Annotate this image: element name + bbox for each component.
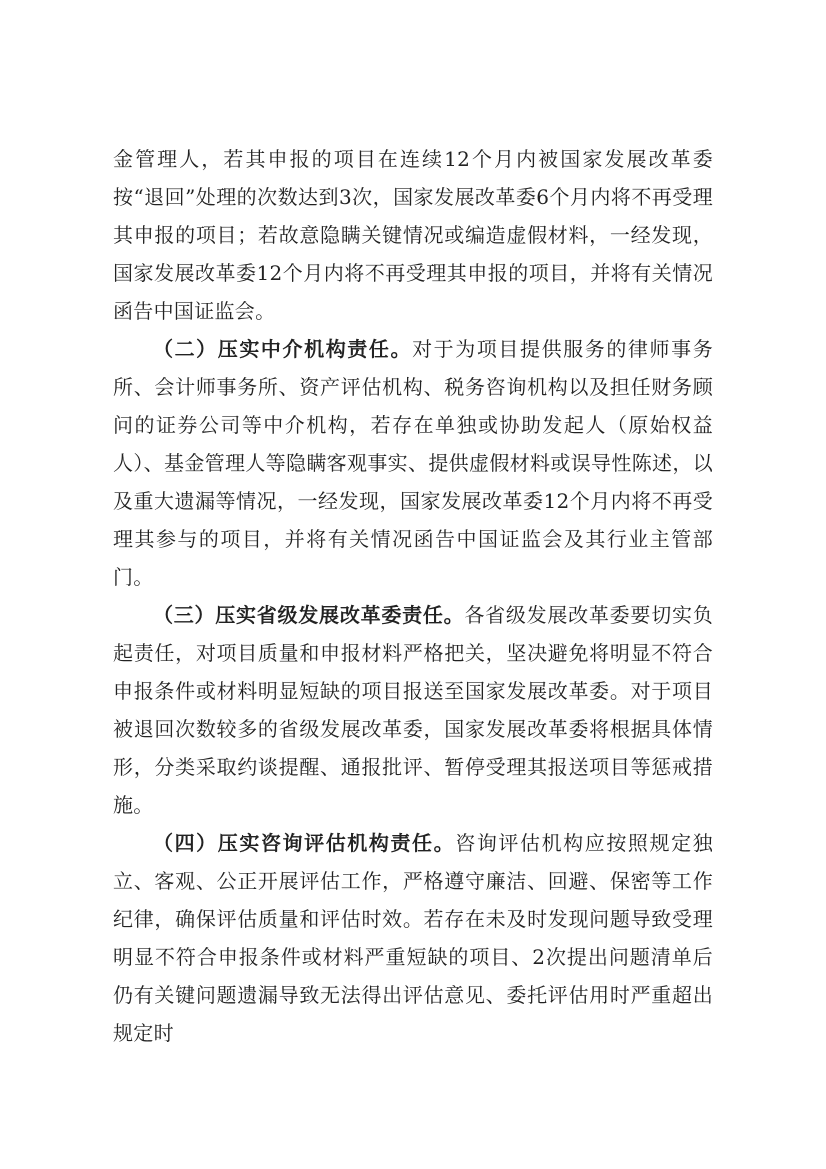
document-page [113, 140, 713, 1052]
paragraph-provincial-responsibility [113, 596, 713, 824]
paragraph-heading: （二）压实中介机构责任。 [153, 337, 413, 361]
paragraph-heading: （四）压实咨询评估机构责任。 [153, 831, 456, 855]
paragraph-consulting-responsibility [113, 824, 713, 1052]
paragraph-heading: （三）压实省级发展改革委责任。 [153, 603, 465, 627]
paragraph-text: 各省级发展改革委要切实负起责任，对项目质量和申报材料严格把关，坚决避免将明显不符合申报条件或材料明显短缺的项目报送至国家发展改革委。对于项目被退回次数较多的省级发展改革委，国家发展改革委将根据具体情形，分类采取约谈提醒、通报批评、暂停受理其报送项目等惩戒措施。 [113, 603, 714, 817]
paragraph-continuation [113, 140, 713, 330]
paragraph-intermediary-responsibility [113, 330, 713, 596]
paragraph-text: 对于为项目提供服务的律师事务所、会计师事务所、资产评估机构、税务咨询机构以及担任财务顾问的证券公司等中介机构，若存在单独或协助发起人（原始权益人）、基金管理人等隐瞒客观事实、提供虚假材料或误导性陈述，以及重大遗漏等情况，一经发现，国家发展改革委12个月内将不再受理其参与的项目，并将有关情况函告中国证监会及其行业主管部门。 [113, 337, 713, 589]
paragraph-text: 金管理人，若其申报的项目在连续12个月内被国家发展改革委按“退回”处理的次数达到3次，国家发展改革委6个月内将不再受理其申报的项目；若故意隐瞒关键情况或编造虚假材料，一经发现，国家发展改革委12个月内将不再受理其申报的项目，并将有关情况函告中国证监会。 [113, 147, 713, 323]
paragraph-text: 咨询评估机构应按照规定独立、客观、公正开展评估工作，严格遵守廉洁、回避、保密等工作纪律，确保评估质量和评估时效。若存在未及时发现问题导致受理明显不符合申报条件或材料严重短缺的项目、2次提出问题清单后仍有关键问题遗漏导致无法得出评估意见、委托评估用时严重超出规定时 [113, 831, 713, 1045]
